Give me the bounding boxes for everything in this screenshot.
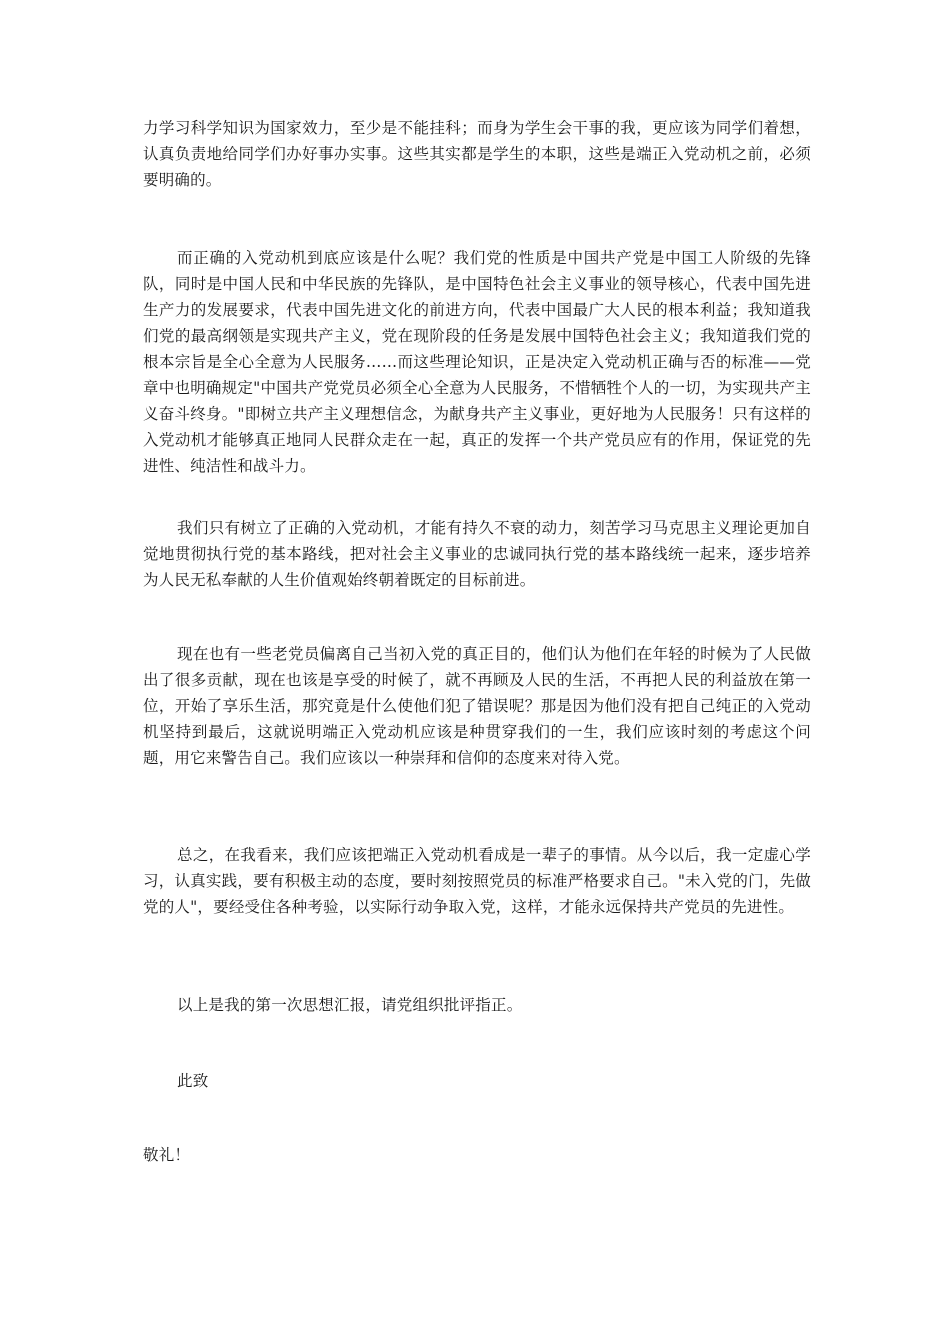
salutation-jingli: 敬礼！	[143, 1146, 191, 1164]
salutation-cizhi: 此致	[177, 1072, 209, 1090]
paragraph-lasting-motivation: 我们只有树立了正确的入党动机，才能有持久不衰的动力，刻苦学习马克思主义理论更加自觉地贯彻执行党的基本路线，把对社会主义事业的忠诚同执行党的基本路线统一起来，逐步培养为人民无私奉献的人生价值观始终朝着既定的目标前进。	[143, 519, 811, 589]
paragraph-study-duty: 力学习科学知识为国家效力，至少是不能挂科；而身为学生会干事的我，更应该为同学们着想，认真负责地给同学们办好事办实事。这些其实都是学生的本职，这些是端正入党动机之前，必须要明确的。	[143, 119, 811, 189]
paragraph-report-closing: 以上是我的第一次思想汇报，请党组织批评指正。	[177, 996, 523, 1014]
paragraph-conclusion: 总之，在我看来，我们应该把端正入党动机看成是一辈子的事情。从今以后，我一定虚心学习，认真实践，要有积极主动的态度，要时刻按照党员的标准严格要求自己。"未入党的门，先做党的人"，要经受住各种考验，以实际行动争取入党，这样，才能永远保持共产党员的先进性。	[143, 846, 811, 916]
paragraph-correct-motive: 而正确的入党动机到底应该是什么呢？我们党的性质是中国共产党是中国工人阶级的先锋队，同时是中国人民和中华民族的先锋队，是中国特色社会主义事业的领导核心，代表中国先进生产力的发展要求，代表中国先进文化的前进方向，代表中国最广大人民的根本利益；我知道我们党的最高纲领是实现共产主义，党在现阶段的任务是发展中国特色社会主义；我知道我们党的根本宗旨是全心全意为人民服务……而这些理论知识，正是决定入党动机正确与否的标准——党章中也明确规定"中国共产党党员必须全心全意为人民服务，不惜牺牲个人的一切，为实现共产主义奋斗终身。"即树立共产主义理想信念，为献身共产主义事业，更好地为人民服务！只有这样的入党动机才能够真正地同人民群众走在一起，真正的发挥一个共产党员应有的作用，保证党的先进性、纯洁性和战斗力。	[143, 249, 811, 475]
paragraph-old-members: 现在也有一些老党员偏离自己当初入党的真正目的，他们认为他们在年轻的时候为了人民做出了很多贡献，现在也该是享受的时候了，就不再顾及人民的生活，不再把人民的利益放在第一位，开始了享乐生活，那究竟是什么使他们犯了错误呢？那是因为他们没有把自己纯正的入党动机坚持到最后，这就说明端正入党动机应该是种贯穿我们的一生，我们应该时刻的考虑这个问题，用它来警告自己。我们应该以一种崇拜和信仰的态度来对待入党。	[143, 645, 811, 767]
